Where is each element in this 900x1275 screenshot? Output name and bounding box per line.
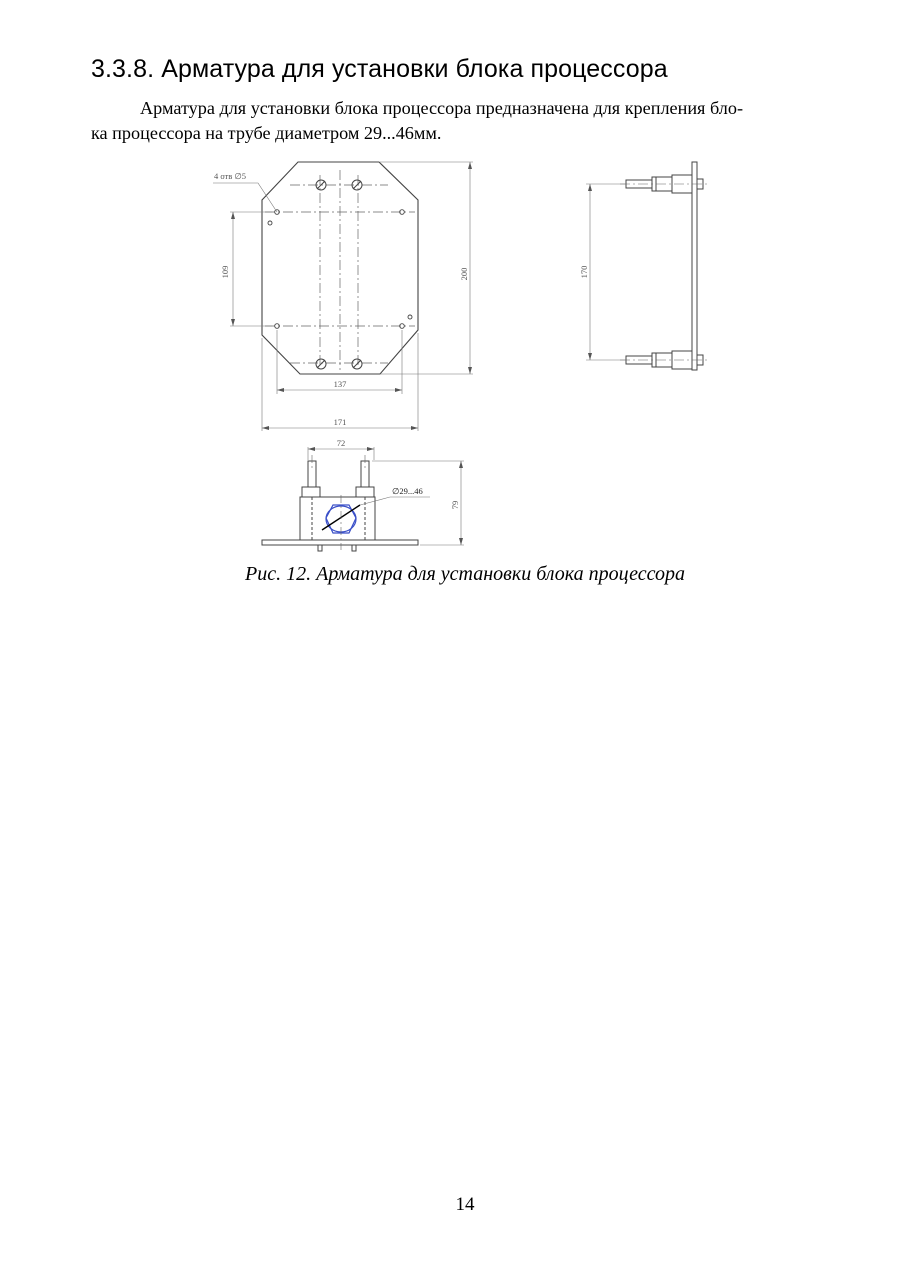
- section-heading: 3.3.8. Арматура для установки блока процессора: [91, 55, 668, 83]
- label-200: 200: [459, 267, 469, 281]
- label-137: 137: [333, 379, 347, 389]
- page-number: 14: [455, 1194, 475, 1215]
- technical-drawing: [0, 0, 900, 600]
- label-79: 79: [450, 500, 460, 510]
- slot-holes: [316, 180, 362, 369]
- label-170: 170: [579, 265, 589, 279]
- side-view: [626, 162, 703, 370]
- label-pipe-diameter: ∅29...46: [392, 486, 423, 496]
- paragraph-line-1: Арматура для установки блока процессора предназначена для крепления бло-: [140, 98, 744, 118]
- label-109: 109: [220, 265, 230, 279]
- label-holes: 4 отв ∅5: [214, 171, 247, 181]
- label-171: 171: [333, 417, 347, 427]
- label-72: 72: [336, 438, 346, 448]
- figure-caption: Рис. 12. Арматура для установки блока процессора: [245, 563, 685, 585]
- paragraph-line-2: ка процессора на трубе диаметром 29...46мм.: [91, 123, 442, 143]
